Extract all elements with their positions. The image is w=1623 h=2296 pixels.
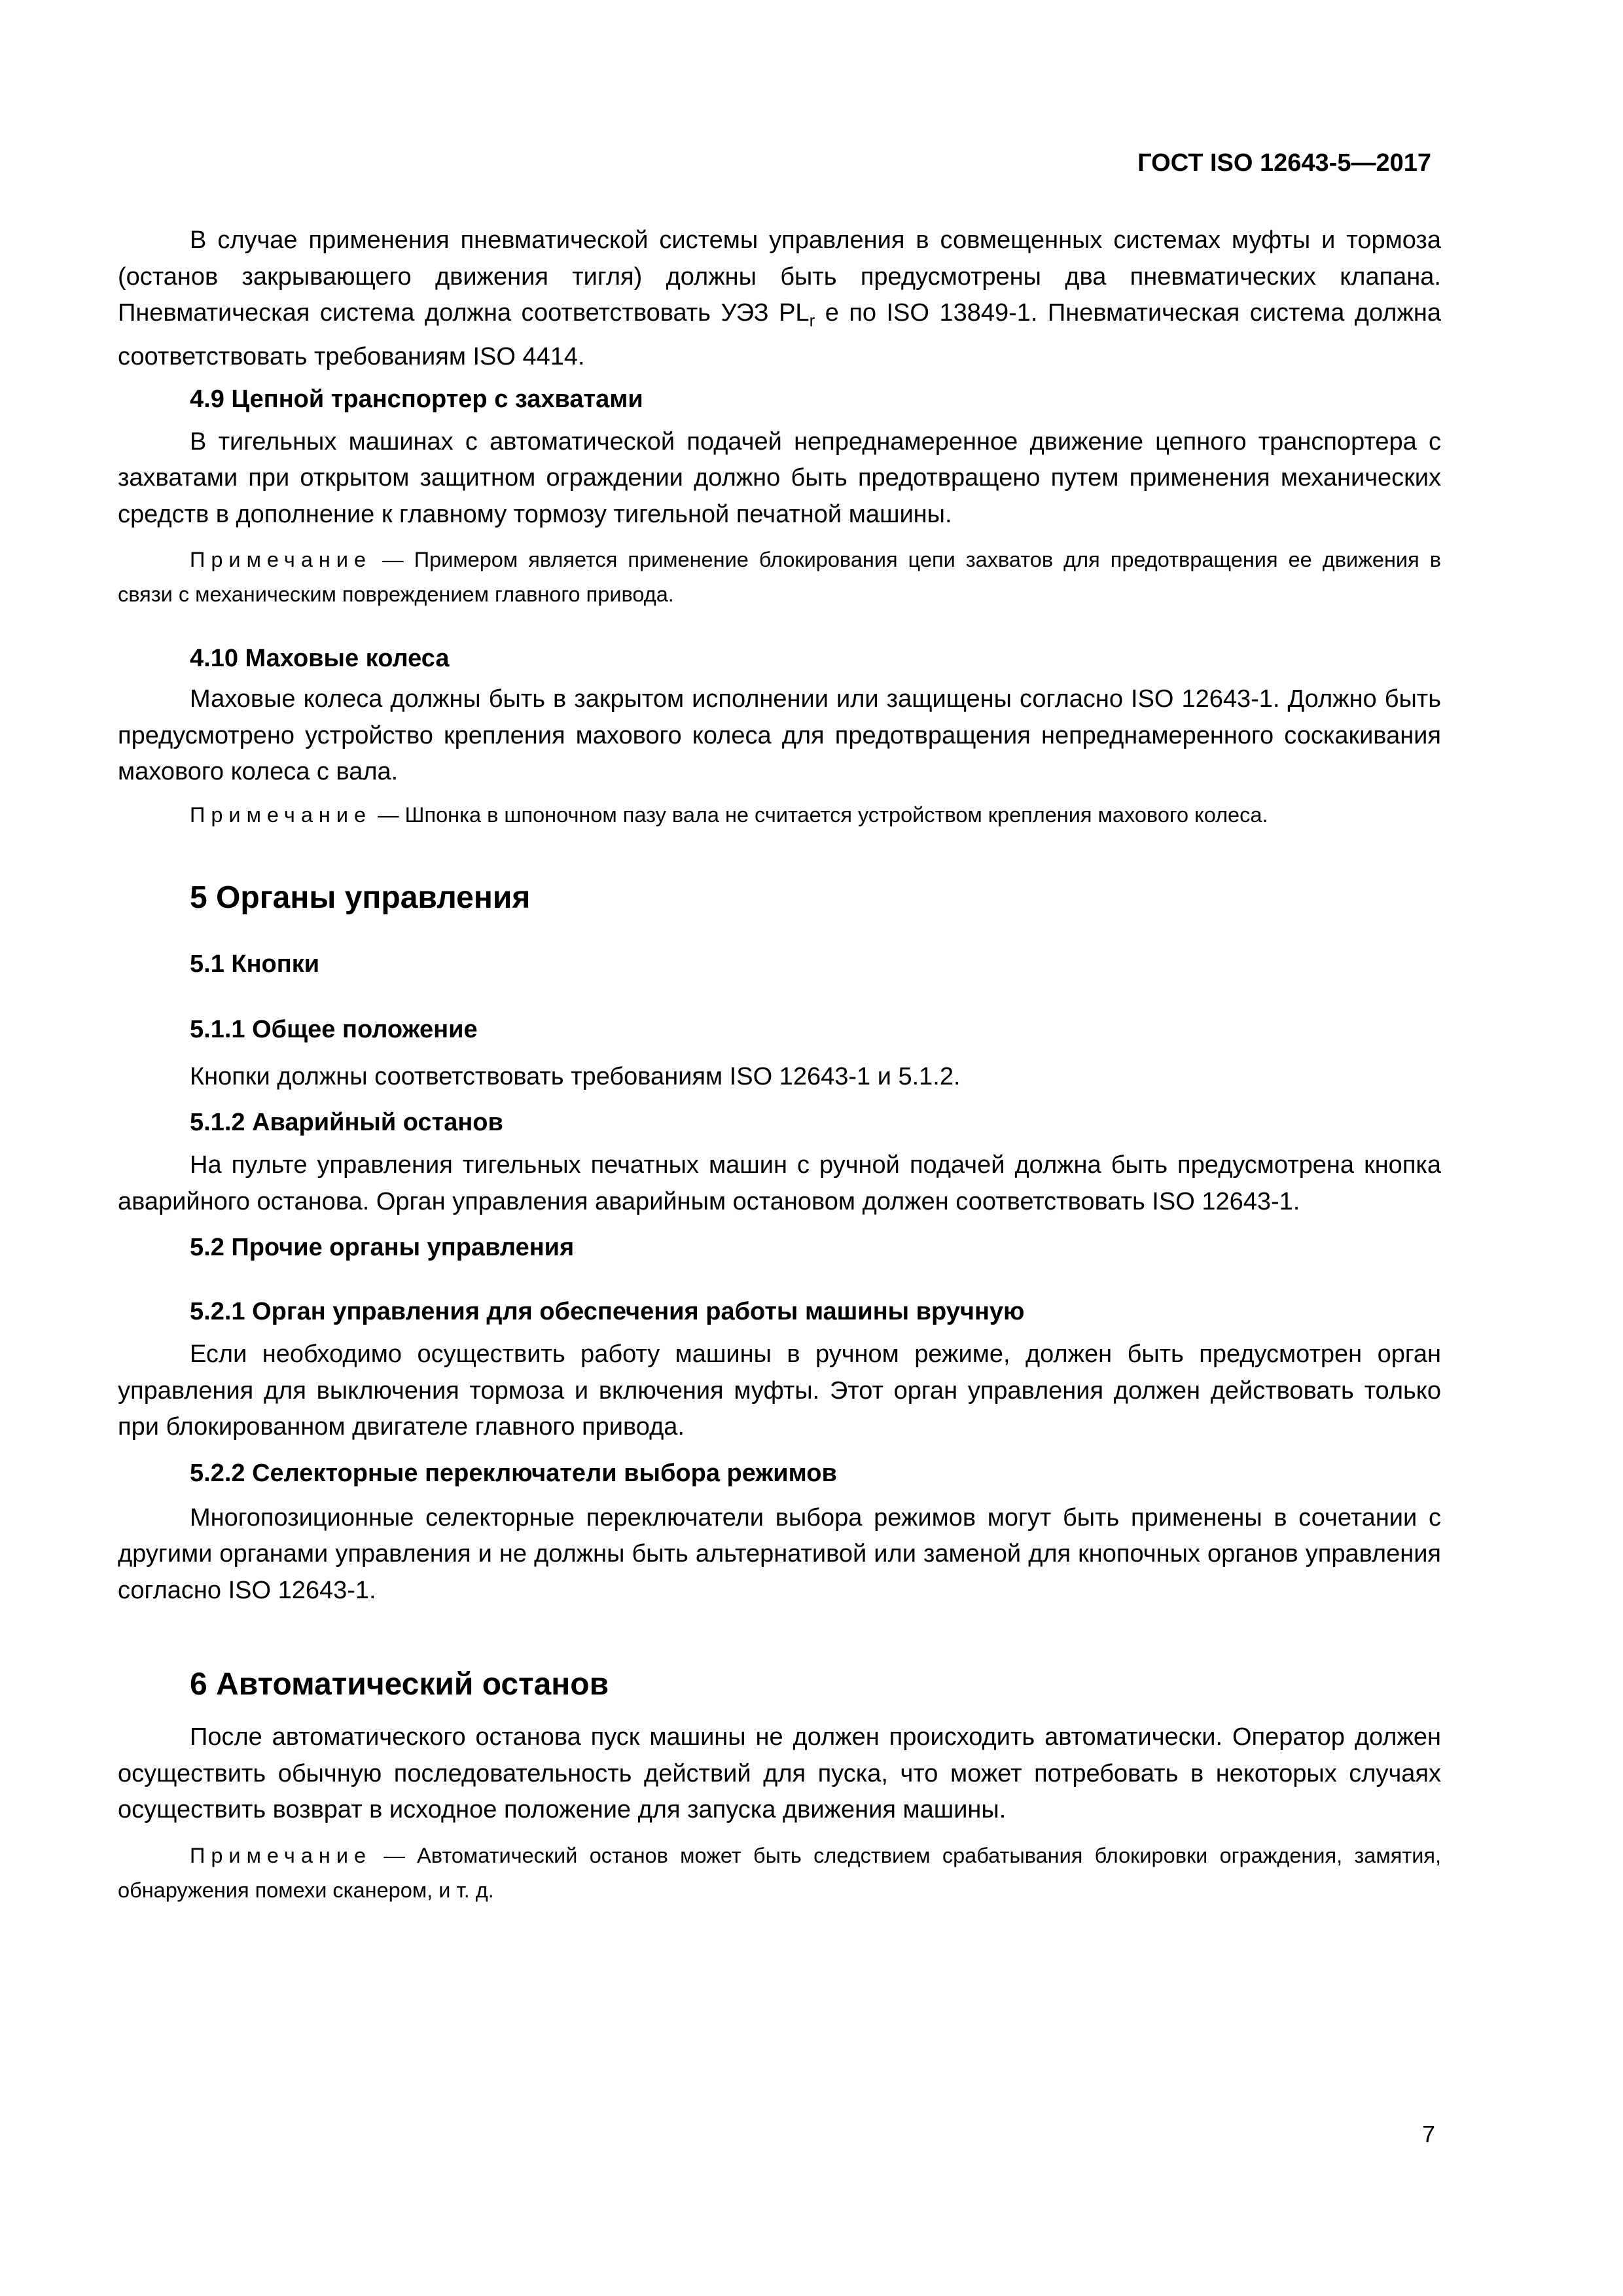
note-4-10 xyxy=(118,798,1441,833)
note-4-9 xyxy=(118,543,1441,612)
note-text: — Автоматический останов может быть следствием срабатывания блокировки ограждения, замятия, обнаружения помехи сканером, и т. д. xyxy=(118,1843,1441,1902)
paragraph-5-1-1: Кнопки должны соответствовать требованиям ISO 12643-1 и 5.1.2. xyxy=(190,1062,961,1090)
heading-4-9: 4.9 Цепной транспортер с захватами xyxy=(190,385,643,413)
note-label: Примечание xyxy=(190,1843,372,1867)
note-text: — Шпонка в шпоночном пазу вала не считается устройством крепления махового колеса. xyxy=(372,802,1268,827)
paragraph-5-2-2: Многопозиционные селекторные переключатели выбора режимов могут быть применены в сочетании с другими органами управления и не должны быть альтернативой или заменой для кнопочных органов управления согласно ISO 12643-1. xyxy=(118,1503,1441,1604)
heading-5-1-2: 5.1.2 Аварийный останов xyxy=(190,1109,503,1137)
paragraph-4-10: Маховые колеса должны быть в закрытом исполнении или защищены согласно ISO 12643-1. Должно быть предусмотрено устройство крепления махового колеса для предотвращения непреднамеренного соскакивания махового колеса с вала. xyxy=(118,685,1441,786)
heading-5-2-1: 5.2.1 Орган управления для обеспечения работы машины вручную xyxy=(190,1298,1025,1326)
intro-paragraph xyxy=(118,223,1441,376)
paragraph-4-9: В тигельных машинах с автоматической подачей непреднамеренное движение цепного транспортера с захватами при открытом защитном ограждении должно быть предотвращено путем применения механических средств в дополнение к главному тормозу тигельной печатной машины. xyxy=(118,427,1441,528)
note-6 xyxy=(118,1839,1441,1908)
intro-text-b: е по ISO 13849-1. Пневматическая система должна соответствовать требованиям ISO 4414. xyxy=(118,299,1441,371)
heading-4-10: 4.10 Маховые колеса xyxy=(190,645,450,673)
heading-5-2: 5.2 Прочие органы управления xyxy=(190,1234,575,1262)
page-body xyxy=(118,223,1441,1908)
heading-5: 5 Органы управления xyxy=(190,880,531,915)
note-text: — Примером является применение блокирования цепи захватов для предотвращения ее движения в связи с механическим повреждением главного привода. xyxy=(118,548,1441,607)
intro-text-a: В случае применения пневматической системы управления в совмещенных системах муфты и тормоза (останов закрывающего движения тигля) должны быть предусмотрены два пневматических клапана. Пневматическая система должна соответствовать УЭЗ PL xyxy=(118,226,1441,327)
page-number: 7 xyxy=(1421,2121,1435,2147)
paragraph-5-2-1: Если необходимо осуществить работу машины в ручном режиме, должен быть предусмотрен орган управления для выключения тормоза и включения муфты. Этот орган управления должен действовать только при блокированном двигателе главного привода. xyxy=(118,1340,1441,1441)
paragraph-6: После автоматического останова пуск машины не должен происходить автоматически. Оператор должен осуществить обычную последовательность действий для пуска, что может потребовать в некоторых случаях осуществить возврат в исходное положение для запуска движения машины. xyxy=(118,1723,1441,1824)
paragraph-5-1-2: На пульте управления тигельных печатных машин с ручной подачей должна быть предусмотрена кнопка аварийного останова. Орган управления аварийным остановом должен соответствовать ISO 12643-1. xyxy=(118,1151,1441,1215)
heading-5-2-2: 5.2.2 Селекторные переключатели выбора режимов xyxy=(190,1459,837,1487)
note-label: Примечание xyxy=(190,548,372,572)
heading-5-1-1: 5.1.1 Общее положение xyxy=(190,1015,478,1043)
document-code: ГОСТ ISO 12643-5—2017 xyxy=(1137,149,1431,177)
intro-subscript: r xyxy=(809,310,815,331)
heading-5-1: 5.1 Кнопки xyxy=(190,950,320,978)
note-label: Примечание xyxy=(190,802,372,827)
heading-6: 6 Автоматический останов xyxy=(190,1667,609,1702)
